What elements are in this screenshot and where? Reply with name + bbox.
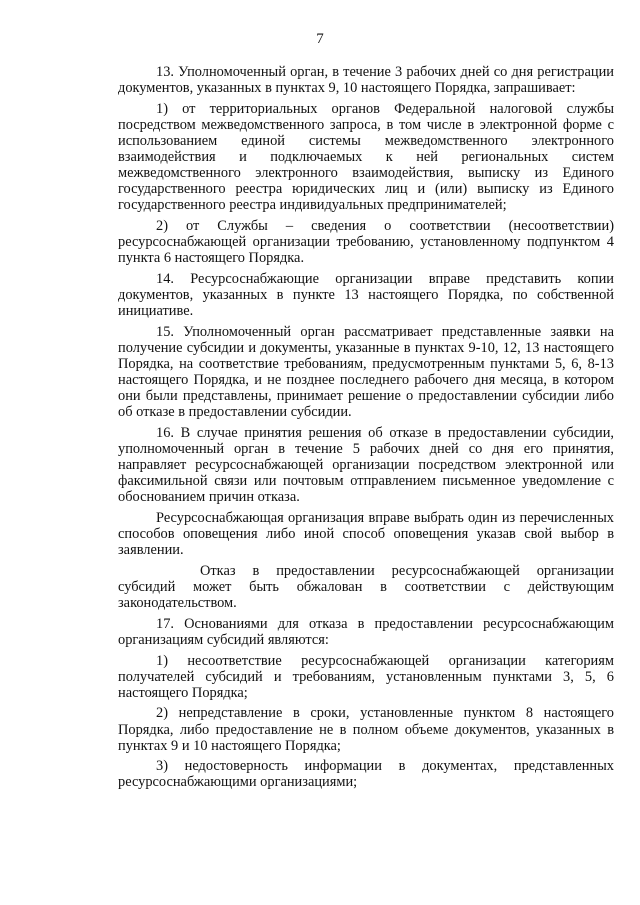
page-number: 7 [316,31,324,47]
paragraph-16-notification-choice: Ресурсоснабжающая организация вправе выбрать один из перечисленных способов оповещения либо иной способ оповещения указав свой выбор в заявлении. [118,510,614,559]
paragraph-15: 15. Уполномоченный орган рассматривает представленные заявки на получение субсидии и документы, указанные в пунктах 9-10, 12, 13 настоящего Порядка, на соответствие требованиям, предусмотренным пунктами 5, 6, 8-13 настоящего Порядка, и не позднее последнего рабочего дня месяца, в котором они были представлены, принимает решение о предоставлении субсидии либо об отказе в предоставлении субсидии. [118,323,614,421]
paragraph-17-item-1: 1) несоответствие ресурсоснабжающей организации категориям получателей субсидий и требованиям, установленным пунктами 3, 5, 6 настоящего Порядка; [118,652,614,701]
paragraph-17-item-2: 2) непредставление в сроки, установленные пунктом 8 настоящего Порядка, либо предоставление не в полном объеме документов, указанных в пунктах 9 и 10 настоящего Порядка; [118,705,614,754]
paragraph-16: 16. В случае принятия решения об отказе в предоставлении субсидии, уполномоченный орган в течение 5 рабочих дней со дня его принятия, направляет ресурсоснабжающей организации посредством электронной или факсимильной связи или почтовым отправлением письменное уведомление с обоснованием причин отказа. [118,424,614,506]
paragraph-13-item-1: 1) от территориальных органов Федеральной налоговой службы посредством межведомственного запроса, в том числе в электронной форме с использованием единой системы межведомственного электронного взаимодействия и подключаемых к ней региональных систем межведомственного электронного взаимодействия, выписку из Единого государственного реестра юридических лиц и (или) выписку из Единого государственного реестра индивидуальных предпринимателей; [118,100,614,214]
paragraph-14: 14. Ресурсоснабжающие организации вправе представить копии документов, указанных в пункте 13 настоящего Порядка, по собственной инициативе. [118,270,614,320]
document-body [118,64,614,795]
paragraph-13-item-2: 2) от Службы – сведения о соответствии (несоответствии) ресурсоснабжающей организации требованию, установленному подпунктом 4 пункта 6 настоящего Порядка. [118,218,614,267]
paragraph-17: 17. Основаниями для отказа в предоставлении ресурсоснабжающим организациям субсидий являются: [118,615,614,648]
paragraph-16-appeal: Отказ в предоставлении ресурсоснабжающей организации субсидий может быть обжалован в соответствии с действующим законодательством. [118,562,614,612]
paragraph-13: 13. Уполномоченный орган, в течение 3 рабочих дней со дня регистрации документов, указанных в пунктах 9, 10 настоящего Порядка, запрашивает: [118,64,614,97]
paragraph-17-item-3: 3) недостоверность информации в документах, представленных ресурсоснабжающими организациями; [118,758,614,791]
